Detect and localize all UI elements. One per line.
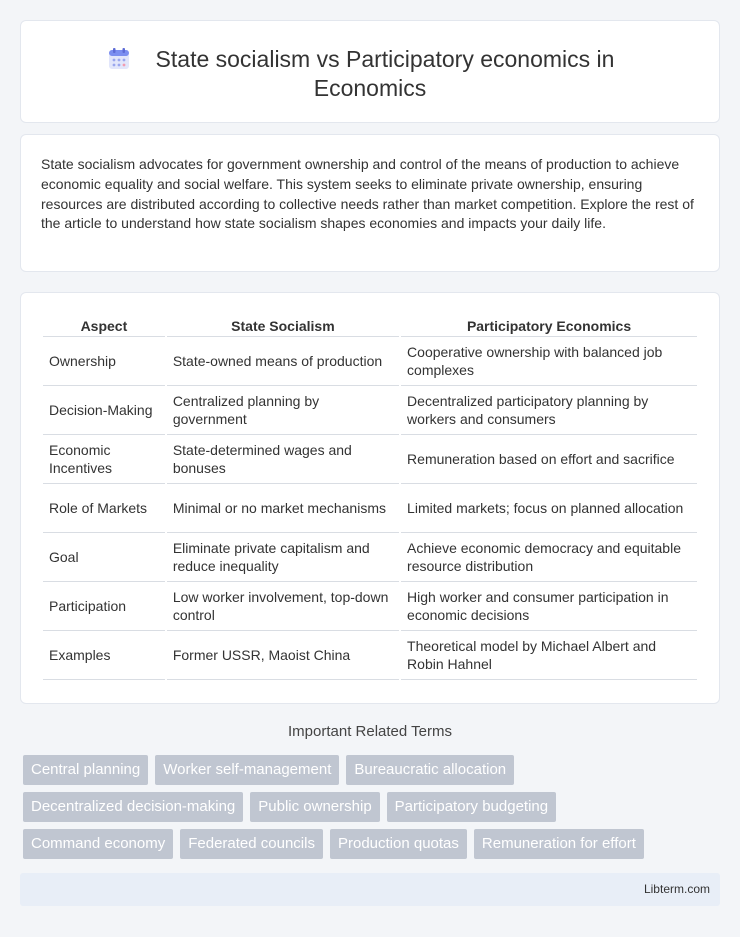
table-row	[43, 435, 697, 484]
table-cell: Centralized planning by government	[167, 386, 399, 435]
table-row	[43, 582, 697, 631]
term-tag[interactable]: Production quotas	[330, 829, 467, 859]
table-cell: Ownership	[43, 337, 165, 386]
table-header-row	[43, 315, 697, 337]
term-tag[interactable]: Remuneration for effort	[474, 829, 644, 859]
table-row	[43, 484, 697, 533]
term-tag[interactable]: Central planning	[23, 755, 148, 785]
related-terms	[23, 755, 723, 866]
table-cell: Cooperative ownership with balanced job complexes	[401, 337, 697, 386]
term-tag[interactable]: Bureaucratic allocation	[346, 755, 514, 785]
related-terms-row	[23, 829, 723, 859]
table-header-cell: Aspect	[43, 315, 165, 337]
table-cell: Limited markets; focus on planned allocation	[401, 484, 697, 533]
term-tag[interactable]: Worker self-management	[155, 755, 339, 785]
footer-site-link[interactable]: Libterm.com	[643, 882, 710, 896]
table-cell: Decision-Making	[43, 386, 165, 435]
table-cell: Remuneration based on effort and sacrifice	[401, 435, 697, 484]
comparison-table	[41, 315, 699, 680]
table-cell: Economic Incentives	[43, 435, 165, 484]
table-cell: Role of Markets	[43, 484, 165, 533]
table-cell: Eliminate private capitalism and reduce inequality	[167, 533, 399, 582]
table-header-cell: Participatory Economics	[401, 315, 697, 337]
page-title	[21, 45, 719, 103]
page-title-line-2: Economics	[313, 75, 427, 101]
table-row	[43, 337, 697, 386]
table-cell: Participation	[43, 582, 165, 631]
footer	[20, 873, 720, 906]
table-header-cell: State Socialism	[167, 315, 399, 337]
comparison-card	[20, 292, 720, 704]
table-cell: High worker and consumer participation in economic decisions	[401, 582, 697, 631]
table-cell: Goal	[43, 533, 165, 582]
table-cell: Low worker involvement, top-down control	[167, 582, 399, 631]
table-cell: Decentralized participatory planning by workers and consumers	[401, 386, 697, 435]
term-tag[interactable]: Decentralized decision-making	[23, 792, 243, 822]
title-card	[20, 20, 720, 123]
table-row	[43, 386, 697, 435]
table-cell: Examples	[43, 631, 165, 680]
table-cell: Achieve economic democracy and equitable resource distribution	[401, 533, 697, 582]
related-terms-row	[23, 755, 723, 785]
term-tag[interactable]: Public ownership	[250, 792, 379, 822]
page-title-line-1: State socialism vs Participatory economics in	[155, 46, 615, 72]
term-tag[interactable]: Command economy	[23, 829, 173, 859]
table-cell: State-owned means of production	[167, 337, 399, 386]
table-cell: Former USSR, Maoist China	[167, 631, 399, 680]
table-cell: Theoretical model by Michael Albert and Robin Hahnel	[401, 631, 697, 680]
intro-paragraph: State socialism advocates for government ownership and control of the means of production to achieve economic equality and social welfare. This system seeks to eliminate private ownership, ensuring resources are distributed according to collective needs rather than market competition. Explore the rest of the article to understand how state socialism shapes economies and impacts your daily life.	[41, 156, 694, 232]
related-terms-row	[23, 792, 723, 822]
related-terms-heading: Important Related Terms	[288, 723, 452, 740]
table-row	[43, 631, 697, 680]
intro-card	[20, 134, 720, 272]
term-tag[interactable]: Federated councils	[180, 829, 323, 859]
table-cell: Minimal or no market mechanisms	[167, 484, 399, 533]
table-row	[43, 533, 697, 582]
term-tag[interactable]: Participatory budgeting	[387, 792, 556, 822]
table-cell: State-determined wages and bonuses	[167, 435, 399, 484]
